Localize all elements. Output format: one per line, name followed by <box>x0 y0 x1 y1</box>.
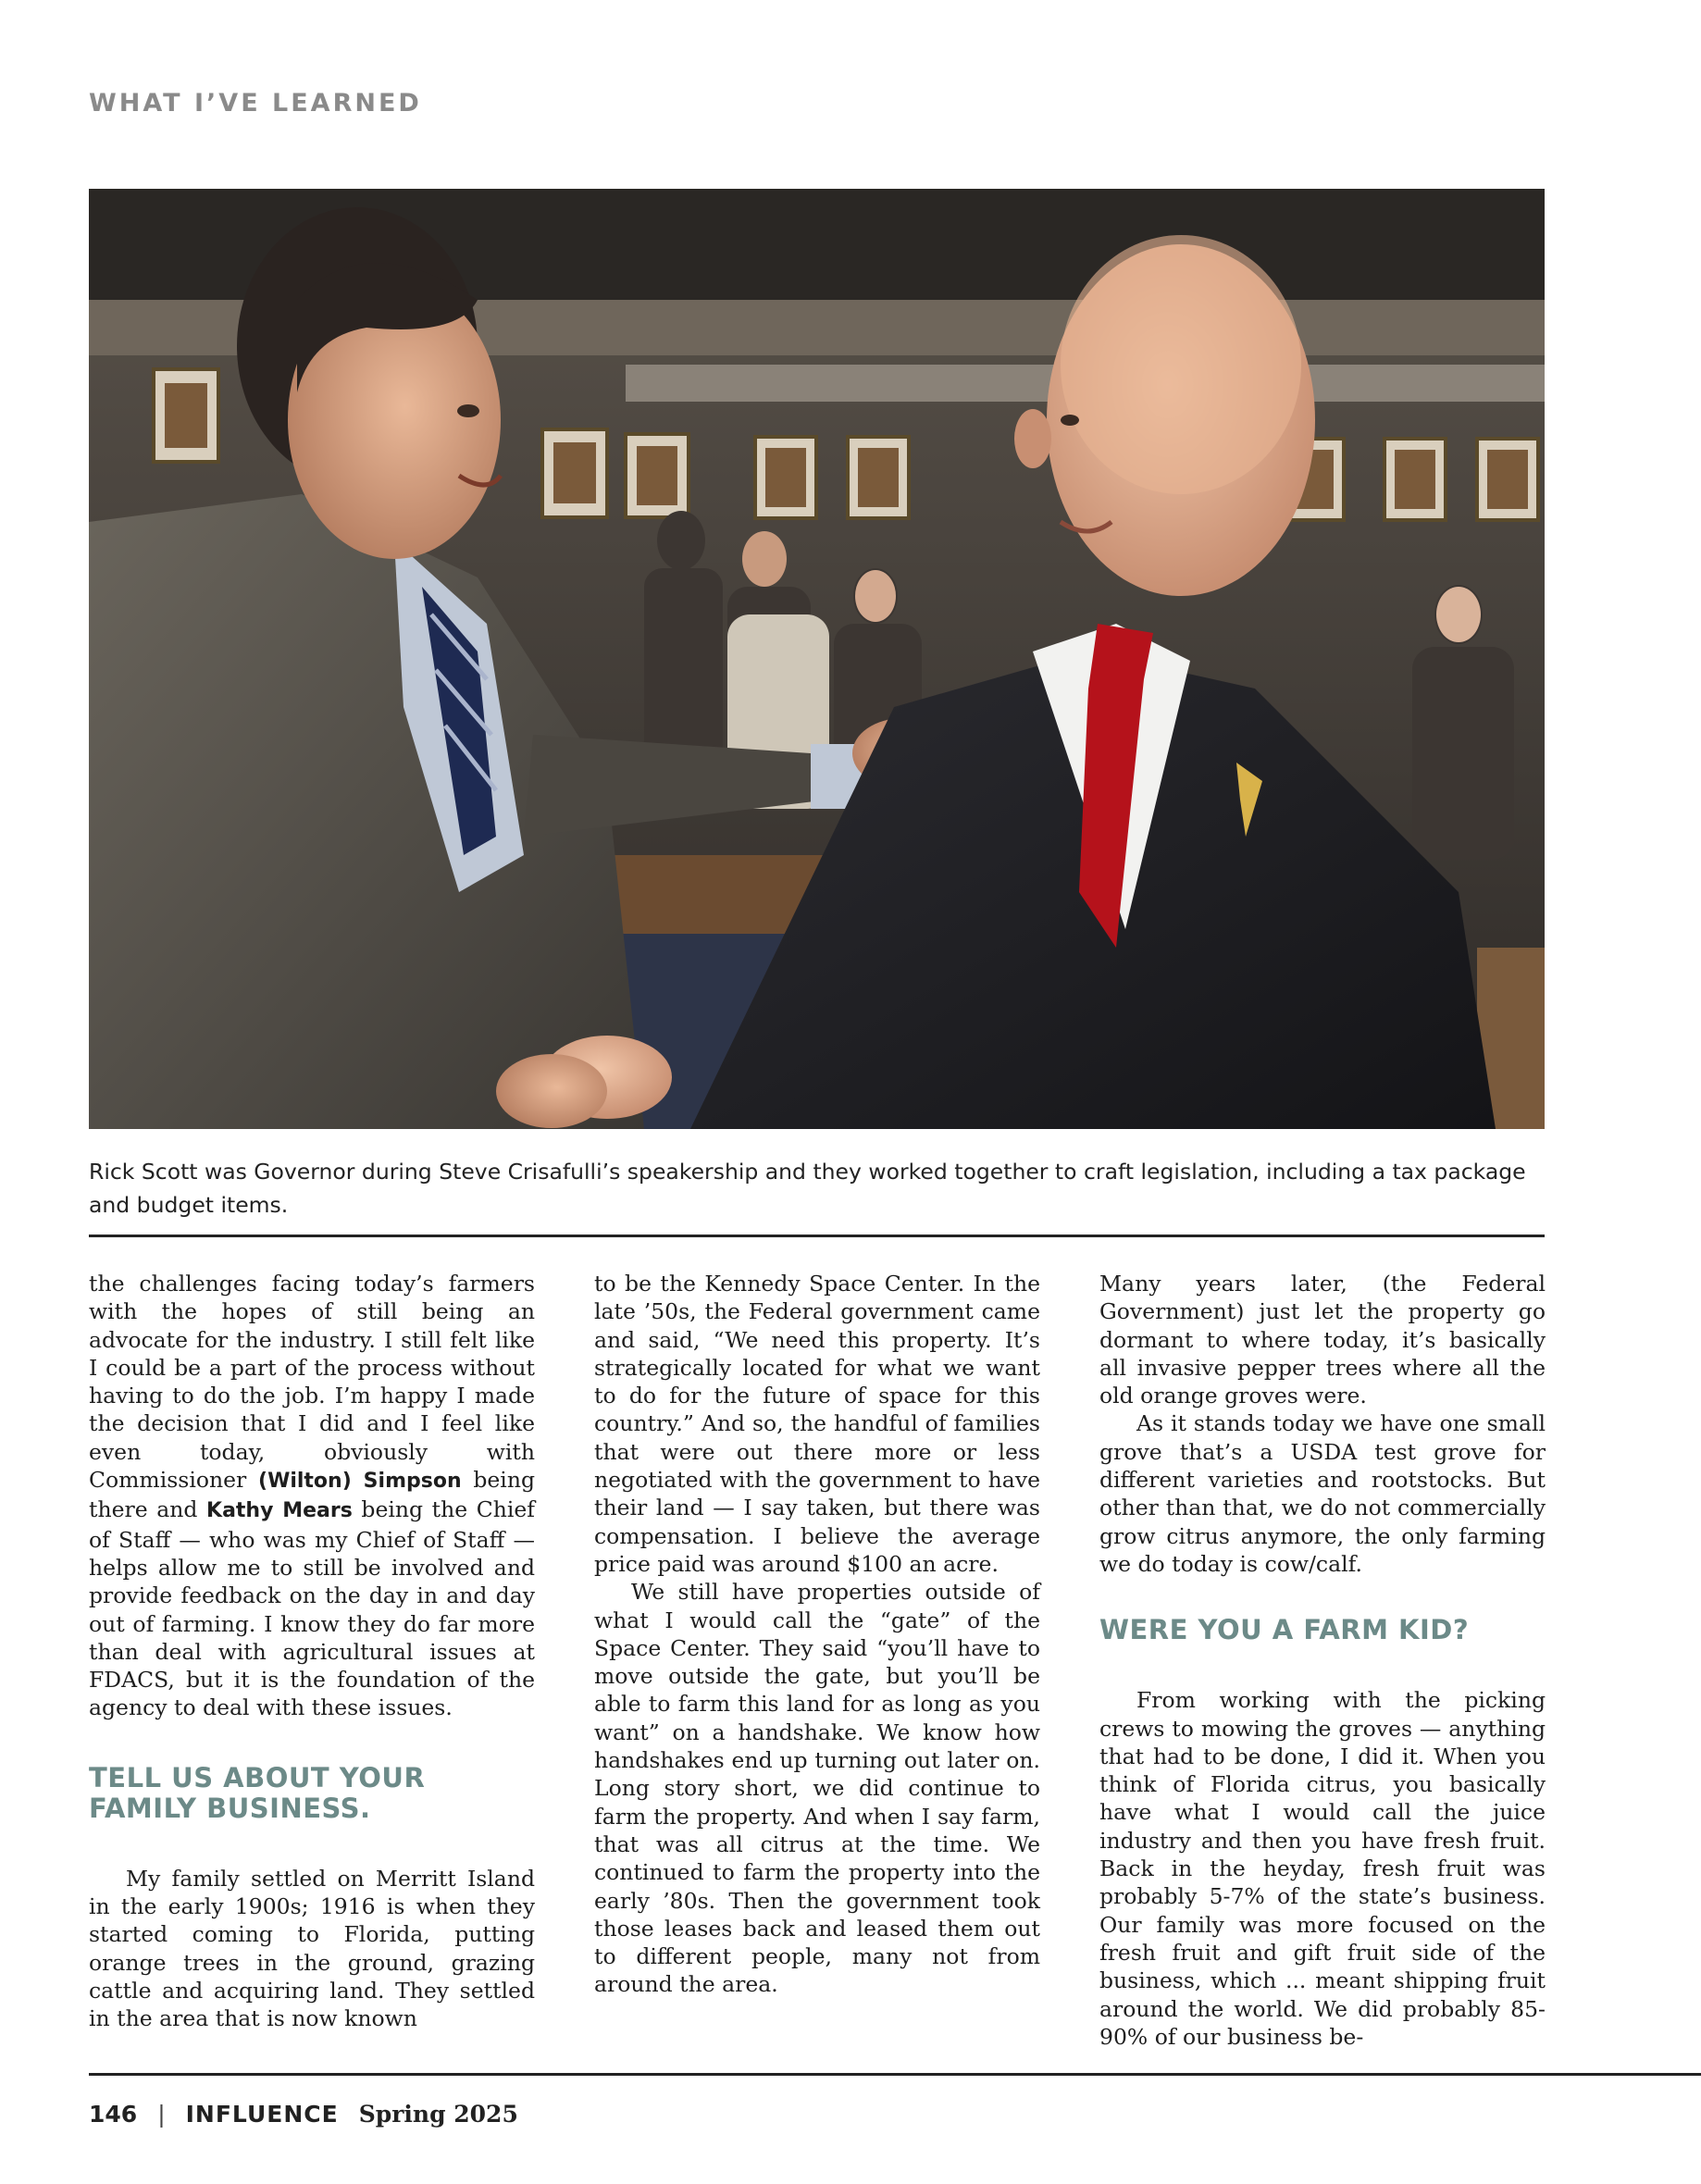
section-heading-farm-kid: WERE YOU A FARM KID? <box>1099 1614 1470 1646</box>
article-column-2 <box>594 1270 1040 1999</box>
footer-divider <box>89 2073 1701 2076</box>
article-photo <box>89 189 1545 1129</box>
page-footer <box>89 2101 518 2128</box>
col1-text-b: being there and <box>89 1467 535 1523</box>
col1-text-c: being the Chief of Staff — who was my Chief of Staff — helps allow me to still be involved and provide feedback on the day in and day out of farming. I know they do far more than deal with agricultural issues at FDACS, but it is the foundation of the agency to deal with these issues. <box>89 1496 535 1721</box>
section-heading-family-business: TELL US ABOUT YOUR FAMILY BUSINESS. <box>89 1761 426 1824</box>
col2-paragraph-1: to be the Kennedy Space Center. In the late ’50s, the Federal government came and said, “We need this property. It’s strategically located for what we want to do for the future of space for this country.” And so, the handful of families that were out there more or less negotiated with the government to have their land — I say taken, but there was compensation. I believe the average price paid was around $100 an acre. <box>594 1271 1040 1577</box>
col3-paragraph-1: Many years later, (the Federal Government) just let the property go dormant to where today, it’s basically all invasive pepper trees where all the old orange groves were. <box>1099 1271 1546 1409</box>
col3-paragraph-2: As it stands today we have one small grove that’s a USDA test grove for different varieties and rootstocks. But other than that, we do not commercially grow citrus anymore, the only farming we do today is cow/calf. <box>1099 1410 1546 1577</box>
section-kicker: WHAT I’VE LEARNED <box>89 89 422 118</box>
page-number: 146 <box>89 2101 138 2128</box>
col1-text-a: the challenges facing today’s farmers with the hopes of still being an advocate for the industry. I still felt like I could be a part of the process without having to do the job. I’m happy I made the decision that I did and I feel like even today, obviously with Commissioner <box>89 1271 535 1494</box>
issue-label: Spring 2025 <box>358 2101 518 2128</box>
col3-paragraph-3: From working with the picking crews to mowing the groves — anything that had to be done, I did it. When you think of Florida citrus, you basically have what I would call the juice industry and then you have fresh fruit. Back in the heyday, fresh fruit was probably 5-7% of the state’s business. Our family was more focused on the fresh fruit and gift fruit side of the business, which ... meant shipping fruit around the world. We did probably 85-90% of our business be- <box>1099 1687 1546 2050</box>
article-column-3 <box>1099 1270 1546 2051</box>
magazine-name: INFLUENCE <box>185 2101 339 2128</box>
col1-paragraph-2: My family settled on Merritt Island in the early 1900s; 1916 is when they started coming to Florida, putting orange trees in the ground, grazing cattle and acquiring land. They settled in the area that is now known <box>89 1865 535 2032</box>
name-simpson: (Wilton) Simpson <box>258 1470 462 1494</box>
name-mears: Kathy Mears <box>206 1499 353 1523</box>
footer-separator: | <box>157 2101 166 2128</box>
handshake-photo <box>89 189 1545 1129</box>
article-column-1 <box>89 1270 535 2033</box>
col1-paragraph-1 <box>89 1270 535 1722</box>
caption-divider <box>89 1235 1545 1237</box>
col2-paragraph-2: We still have properties outside of what I would call the “gate” of the Space Center. They said “you’ll have to move outside the gate, but you’ll be able to farm this land for as long as you want” on a handshake. We know how handshakes end up turning out later on. Long story short, we did continue to farm the property. And when I say farm, that was all citrus at the time. We continued to farm the property into the early ’80s. Then the government took those leases back and leased them out to different people, many not from around the area. <box>594 1579 1040 1998</box>
photo-caption: Rick Scott was Governor during Steve Crisafulli’s speakership and they worked together to craft legislation, including a tax package and budget items. <box>89 1159 1526 1218</box>
